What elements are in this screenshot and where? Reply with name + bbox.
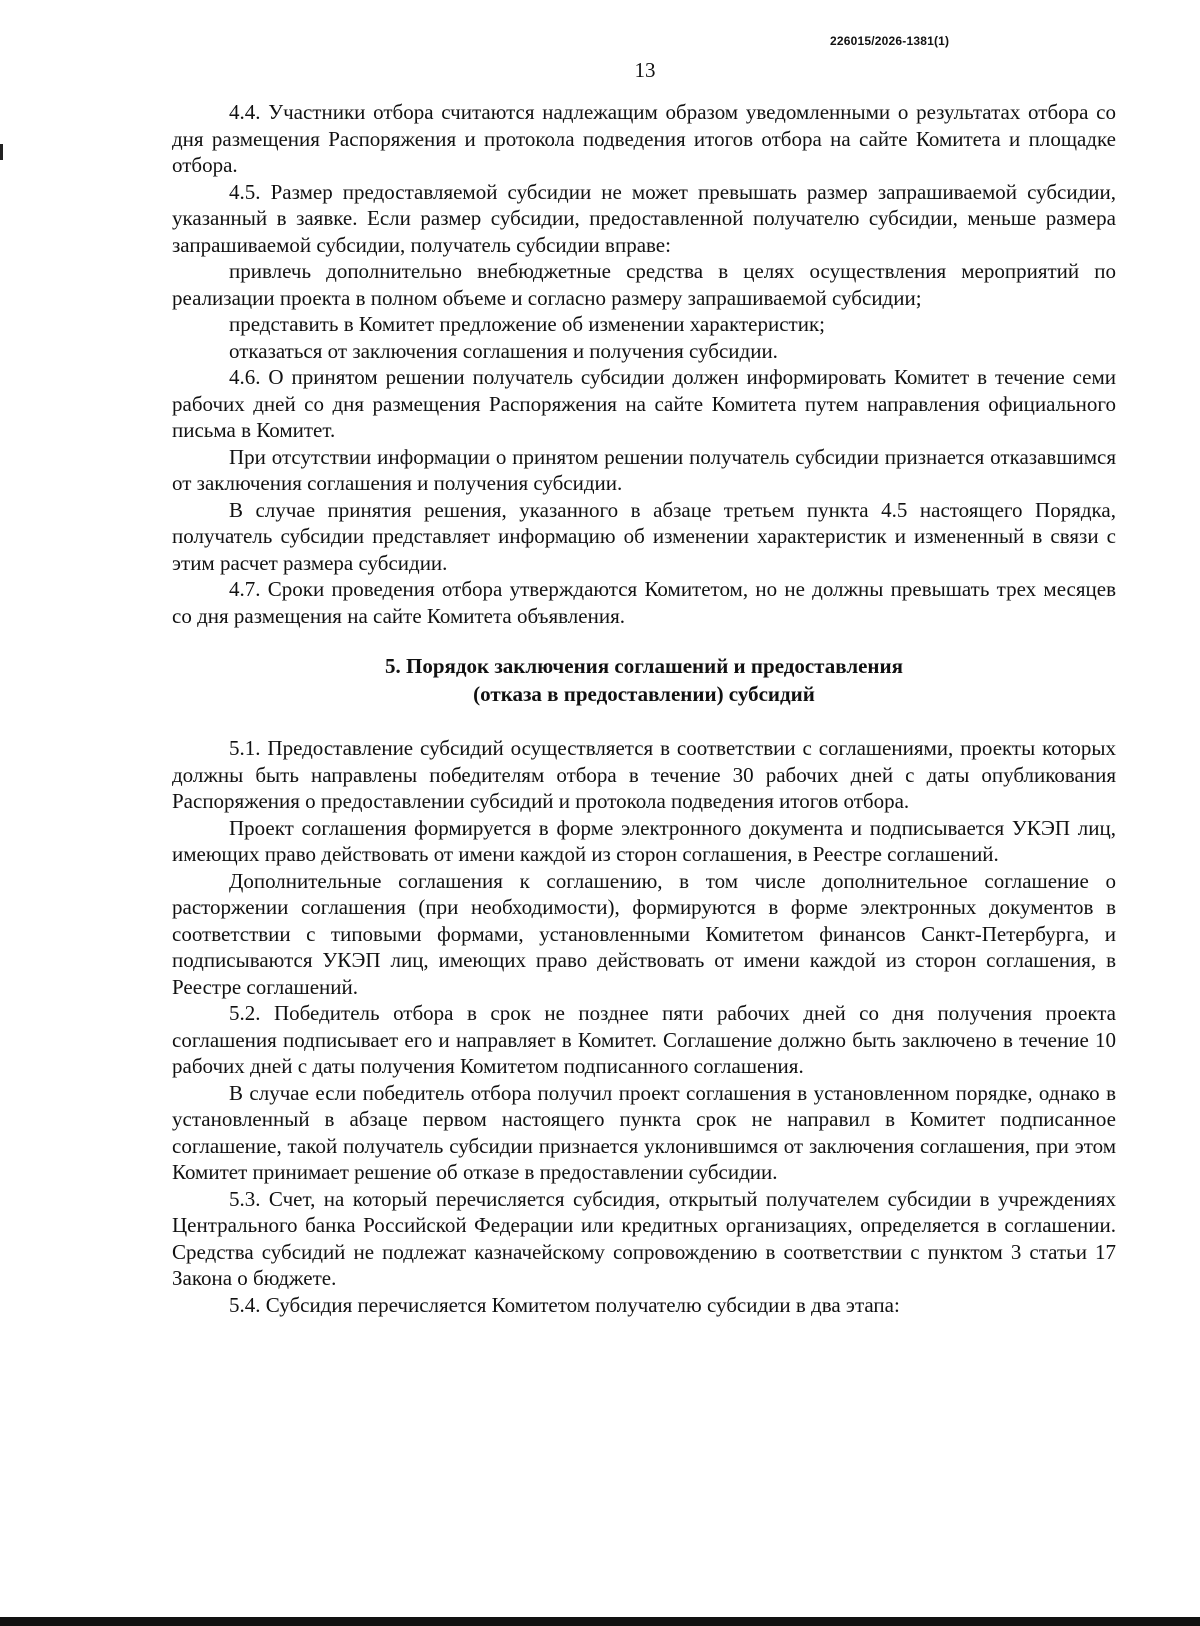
paragraph-4-6-decision: В случае принятия решения, указанного в абзаце третьем пункта 4.5 настоящего Порядка, получатель субсидии представляет информацию об изменении характеристик и измененный в связи с этим расчет размера субсидии. xyxy=(172,497,1116,575)
document-body xyxy=(172,99,1116,1318)
scan-edge-mark xyxy=(0,144,3,160)
section-title-line-1: 5. Порядок заключения соглашений и предоставления xyxy=(385,654,903,678)
paragraph-4-6-absence: При отсутствии информации о принятом решении получатель субсидии признается отказавшимся от заключения соглашения и получения субсидии. xyxy=(172,444,1116,495)
paragraph-5-1-additional: Дополнительные соглашения к соглашению, в том числе дополнительное соглашение о расторжении соглашения (при необходимости), формируются в форме электронных документов в соответствии с типовыми формами, установленными Комитетом финансов Санкт-Петербурга, и подписываются УКЭП лиц, имеющих право действовать от имени каждой из сторон соглашения, в Реестре соглашений. xyxy=(172,868,1116,999)
paragraph-4-6: 4.6. О принятом решении получатель субсидии должен информировать Комитет в течение семи рабочих дней со дня размещения Распоряжения на сайте Комитета путем направления официального письма в Комитет. xyxy=(172,365,1116,442)
scan-bottom-edge xyxy=(0,1617,1200,1626)
paragraph-4-5: 4.5. Размер предоставляемой субсидии не может превышать размер запрашиваемой субсидии, указанный в заявке. Если размер субсидии, предоставленной получателю субсидии, меньше размера запрашиваемой субсидии, получатель субсидии вправе: xyxy=(172,179,1116,257)
document-id: 226015/2026-1381(1) xyxy=(830,34,950,48)
paragraph-4-5-option-3: отказаться от заключения соглашения и получения субсидии. xyxy=(229,338,778,363)
paragraph-5-1-project: Проект соглашения формируется в форме электронного документа и подписывается УКЭП лиц, имеющих право действовать от имени каждой из сторон соглашения, в Реестре соглашений. xyxy=(172,815,1116,866)
paragraph-5-1: 5.1. Предоставление субсидий осуществляется в соответствии с соглашениями, проекты которых должны быть направлены победителям отбора в течение 30 рабочих дней с даты опубликования Распоряжения о предоставлении субсидий и протокола подведения итогов отбора. xyxy=(172,736,1116,813)
paragraph-4-7: 4.7. Сроки проведения отбора утверждаются Комитетом, но не должны превышать трех месяцев со дня размещения на сайте Комитета объявления. xyxy=(172,577,1116,628)
paragraph-5-4: 5.4. Субсидия перечисляется Комитетом получателю субсидии в два этапа: xyxy=(229,1292,900,1317)
paragraph-4-5-option-2: представить в Комитет предложение об изменении характеристик; xyxy=(229,312,826,336)
paragraph-4-4: 4.4. Участники отбора считаются надлежащим образом уведомленными о результатах отбора со дня размещения Распоряжения и протокола подведения итогов отбора на сайте Комитета и площадке отбора. xyxy=(172,100,1116,177)
paragraph-4-5-option-1: привлечь дополнительно внебюджетные средства в целях осуществления мероприятий по реализации проекта в полном объеме и согласно размеру запрашиваемой субсидии; xyxy=(172,259,1116,310)
paragraph-5-2-evasion: В случае если победитель отбора получил проект соглашения в установленном порядке, однако в установленный в абзаце первом настоящего пункта срок не направил в Комитет подписанное соглашение, такой получатель субсидии признается уклонившимся от заключения соглашения, при этом Комитет принимает решение об отказе в предоставлении субсидии. xyxy=(172,1080,1116,1184)
paragraph-5-3: 5.3. Счет, на который перечисляется субсидия, открытый получателем субсидии в учреждениях Центрального банка Российской Федерации или кредитных организациях, определяется в соглашении. Средства субсидий не подлежат казначейскому сопровождению в соответствии с пунктом 3 статьи 17 Закона о бюджете. xyxy=(172,1186,1116,1290)
section-title-line-2: (отказа в предоставлении) субсидий xyxy=(473,682,815,706)
paragraph-5-2: 5.2. Победитель отбора в срок не позднее пяти рабочих дней со дня получения проекта соглашения подписывает его и направляет в Комитет. Соглашение должно быть заключено в течение 10 рабочих дней с даты получения Комитетом подписанного соглашения. xyxy=(172,1001,1116,1078)
page-number: 13 xyxy=(634,58,656,82)
section-5-title xyxy=(172,652,1116,708)
